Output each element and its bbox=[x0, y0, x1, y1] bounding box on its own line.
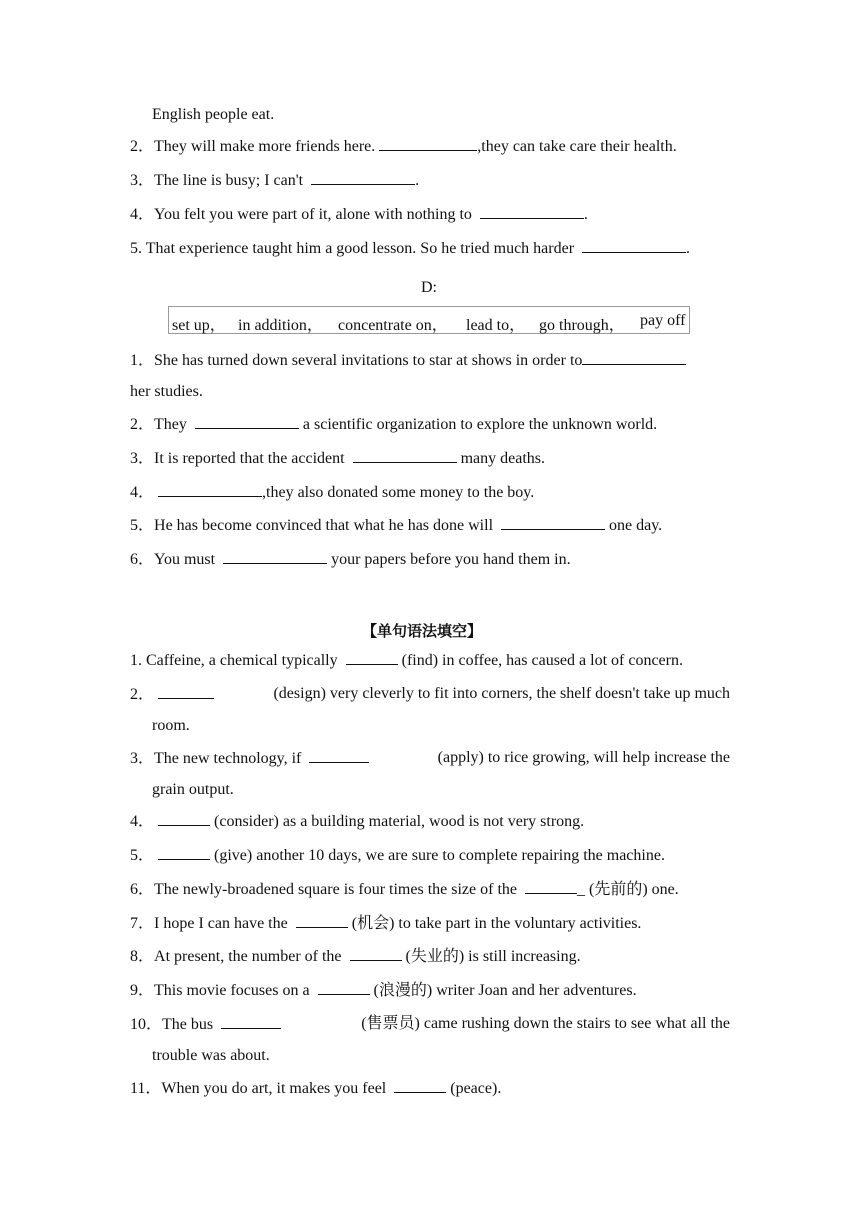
question-text: They will make more friends here. bbox=[154, 138, 380, 155]
section-c-continuation: English people eat. bbox=[152, 106, 275, 123]
question-number: 6． bbox=[130, 881, 155, 898]
word-bank-item: pay off bbox=[640, 312, 686, 329]
question-text: At present, the number of the bbox=[154, 948, 346, 965]
question-text: one day. bbox=[605, 517, 663, 534]
question-line bbox=[130, 414, 657, 435]
question-text: The bus bbox=[162, 1016, 218, 1033]
question-line bbox=[130, 448, 545, 469]
question-text: your papers before you hand them in. bbox=[327, 551, 571, 568]
question-text: (consider) as a building material, wood is not very strong. bbox=[210, 813, 585, 830]
question-text: ,they also donated some money to the boy. bbox=[262, 484, 535, 501]
question-text: Caffeine, a chemical typically bbox=[146, 652, 342, 669]
question-text: They bbox=[154, 416, 191, 433]
word-bank-item: in addition， bbox=[238, 317, 323, 334]
question-line bbox=[130, 1078, 501, 1099]
question-number: 5. bbox=[130, 240, 146, 257]
question-number: 3． bbox=[130, 450, 155, 467]
question-line bbox=[130, 515, 662, 536]
question-text: It is reported that the accident bbox=[154, 450, 349, 467]
question-number: 11． bbox=[130, 1080, 162, 1097]
question-text: . bbox=[686, 240, 691, 257]
question-text: That experience taught him a good lesson. So he tried much harder bbox=[145, 240, 579, 257]
question-line bbox=[130, 204, 588, 225]
question-line bbox=[130, 350, 686, 371]
question-line bbox=[130, 980, 637, 1001]
word-bank-item: go through， bbox=[539, 317, 625, 334]
answer-blank[interactable] bbox=[394, 1078, 446, 1093]
question-text: The newly-broadened square is four times the size of the bbox=[154, 881, 521, 898]
question-line bbox=[130, 913, 641, 934]
question-number: 1. bbox=[130, 652, 146, 669]
question-number: 7． bbox=[130, 915, 155, 932]
answer-blank[interactable] bbox=[318, 980, 370, 995]
word-bank bbox=[168, 306, 690, 334]
question-number: 5． bbox=[130, 847, 155, 864]
question-line bbox=[130, 946, 581, 967]
question-continuation: trouble was about. bbox=[152, 1047, 270, 1064]
word-bank-item: lead to， bbox=[466, 317, 526, 334]
answer-blank[interactable] bbox=[582, 350, 686, 365]
question-text: He has become convinced that what he has done will bbox=[154, 517, 498, 534]
answer-blank[interactable] bbox=[346, 650, 398, 665]
question-text: You felt you were part of it, alone with nothing to bbox=[154, 206, 476, 223]
question-text: The line is busy; I can't bbox=[154, 172, 308, 189]
question-line bbox=[130, 650, 683, 671]
question-text: (find) in coffee, has caused a lot of concern. bbox=[397, 652, 683, 669]
question-number: 9． bbox=[130, 982, 155, 999]
question-text: (apply) to rice growing, will help increase the bbox=[437, 749, 730, 766]
question-text: (机会) to take part in the voluntary activities. bbox=[347, 915, 642, 932]
question-number: 6． bbox=[130, 551, 155, 568]
question-text: ,they can take care their health. bbox=[477, 138, 677, 155]
question-text: (give) another 10 days, we are sure to complete repairing the machine. bbox=[210, 847, 665, 864]
answer-blank[interactable] bbox=[195, 414, 299, 429]
question-line bbox=[130, 238, 690, 259]
question-text: I hope I can have the bbox=[154, 915, 292, 932]
answer-blank[interactable] bbox=[309, 748, 369, 763]
question-text: The new technology, if bbox=[154, 750, 306, 767]
question-line bbox=[130, 811, 584, 832]
word-bank-item: concentrate on， bbox=[338, 317, 448, 334]
section-heading: 【单句语法填空】 bbox=[362, 622, 483, 640]
question-line bbox=[130, 170, 419, 191]
question-line bbox=[130, 482, 534, 503]
question-text: many deaths. bbox=[456, 450, 546, 467]
answer-blank[interactable] bbox=[525, 879, 577, 894]
question-number: 2． bbox=[130, 416, 155, 433]
question-text: When you do art, it makes you feel bbox=[161, 1080, 391, 1097]
question-text: (design) very cleverly to fit into corners, the shelf doesn't take up much bbox=[273, 685, 730, 702]
answer-blank[interactable] bbox=[223, 549, 327, 564]
answer-blank[interactable] bbox=[296, 913, 348, 928]
question-number: 2． bbox=[130, 138, 155, 155]
answer-blank[interactable] bbox=[158, 845, 210, 860]
answer-blank[interactable] bbox=[158, 684, 214, 699]
question-text: This movie focuses on a bbox=[154, 982, 314, 999]
question-text: _ (先前的) one. bbox=[577, 881, 679, 898]
answer-blank[interactable] bbox=[501, 515, 605, 530]
question-line bbox=[130, 845, 665, 866]
question-number: 1． bbox=[130, 352, 155, 369]
question-text: You must bbox=[154, 551, 220, 568]
answer-blank[interactable] bbox=[311, 170, 415, 185]
question-line bbox=[130, 1014, 730, 1035]
section-label: D: bbox=[421, 279, 437, 296]
answer-blank[interactable] bbox=[480, 204, 584, 219]
question-number: 2． bbox=[130, 686, 155, 703]
answer-blank[interactable] bbox=[353, 448, 457, 463]
word-bank-item: set up， bbox=[172, 317, 226, 334]
question-number: 3． bbox=[130, 172, 155, 189]
answer-blank[interactable] bbox=[582, 238, 686, 253]
question-text: (售票员) came rushing down the stairs to see what all the bbox=[361, 1015, 730, 1032]
question-number: 8． bbox=[130, 948, 155, 965]
question-text: (peace). bbox=[446, 1080, 502, 1097]
answer-blank[interactable] bbox=[158, 482, 262, 497]
question-continuation: room. bbox=[152, 717, 190, 734]
question-text: . bbox=[583, 206, 588, 223]
question-text: She has turned down several invitations to star at shows in order to bbox=[154, 352, 583, 369]
answer-blank[interactable] bbox=[379, 136, 477, 151]
question-text: a scientific organization to explore the unknown world. bbox=[298, 416, 658, 433]
question-number: 4． bbox=[130, 813, 155, 830]
question-number: 3． bbox=[130, 750, 155, 767]
question-number: 10． bbox=[130, 1016, 163, 1033]
question-line bbox=[130, 684, 730, 705]
question-number: 5． bbox=[130, 517, 155, 534]
question-continuation: her studies. bbox=[130, 383, 203, 400]
question-line bbox=[130, 748, 730, 769]
question-continuation: grain output. bbox=[152, 781, 234, 798]
question-text: (失业的) is still increasing. bbox=[401, 948, 581, 965]
question-text: (浪漫的) writer Joan and her adventures. bbox=[369, 982, 637, 999]
question-line bbox=[130, 549, 571, 570]
answer-blank[interactable] bbox=[350, 946, 402, 961]
question-line bbox=[130, 136, 677, 157]
question-number: 4． bbox=[130, 484, 155, 501]
answer-blank[interactable] bbox=[221, 1014, 281, 1029]
question-number: 4． bbox=[130, 206, 155, 223]
question-line bbox=[130, 879, 679, 900]
question-text: . bbox=[415, 172, 420, 189]
answer-blank[interactable] bbox=[158, 811, 210, 826]
